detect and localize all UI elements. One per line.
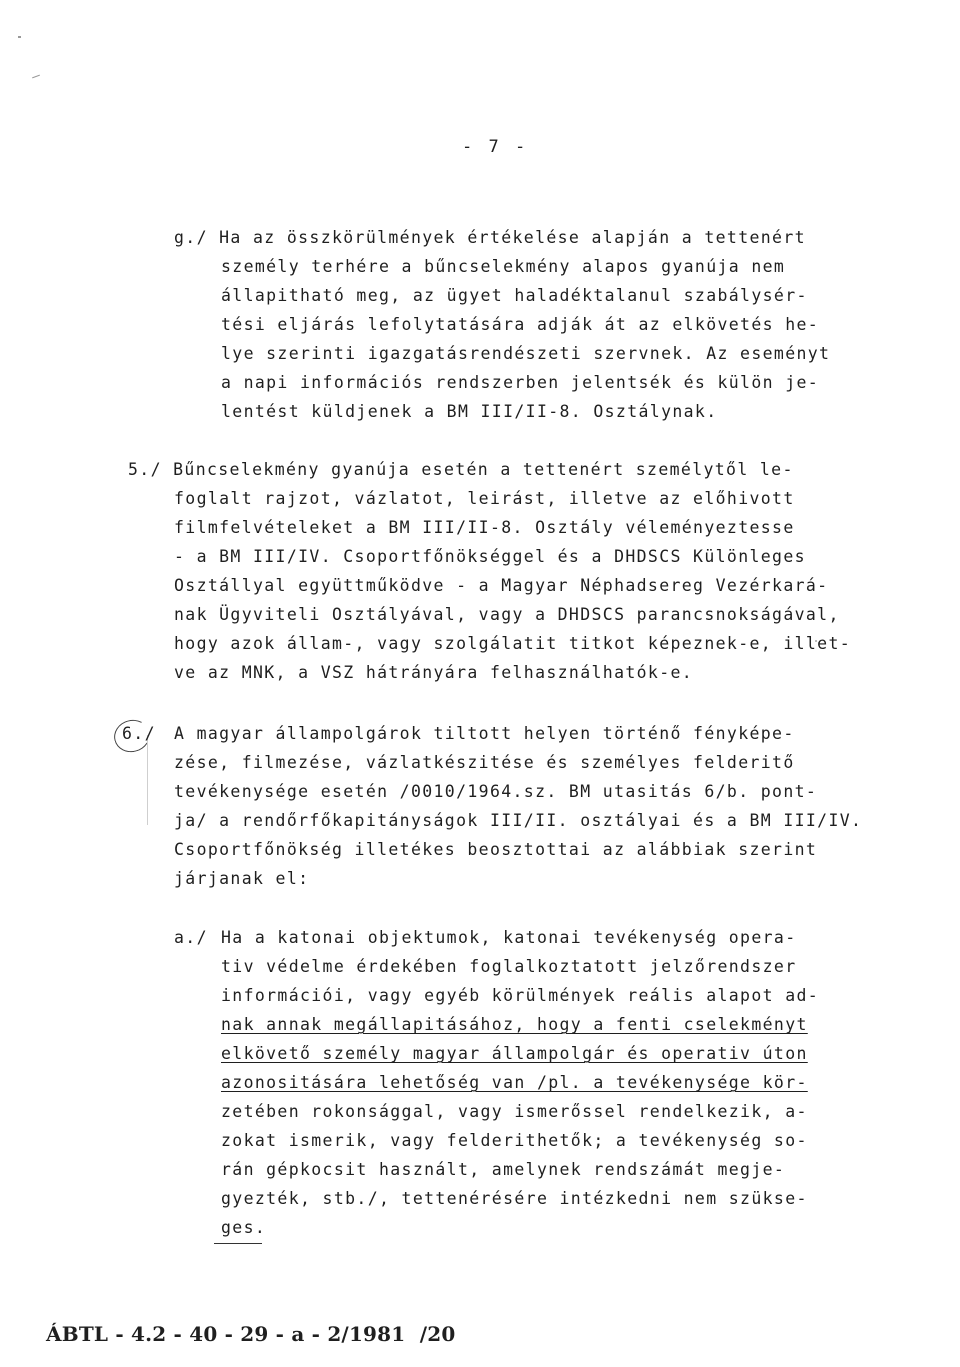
paragraph-line: 5./ Bűncselekmény gyanúja esetén a tettenért személytől le- [128,460,794,479]
paragraph-line: tiv védelme érdekében foglalkoztatott jelzőrendszer [221,957,797,976]
paragraph-line: g./ Ha az összkörülmények értékelése alapján a tettenért [174,228,806,247]
paragraph-line: hogy azok állam-, vagy szolgálatit titkot képeznek-e, illet- [174,634,852,653]
paragraph-line: lye szerinti igazgatásrendészeti szervnek. Az eseményt [221,344,831,363]
paragraph-line: rán gépkocsit használt, amelynek rendszámát megje- [221,1160,786,1179]
scan-speck [18,36,21,38]
margin-mark [147,735,148,825]
paragraph-line: tevékenysége esetén /0010/1964.sz. BM utasitás 6/b. pont- [174,782,818,801]
paragraph-line: információi, vagy egyéb körülmények reális alapot ad- [221,986,820,1005]
archive-reference-footer: ÁBTL - 4.2 - 40 - 29 - a - 2/1981 /20 [46,1322,456,1346]
paragraph-line: Osztállyal együttműködve - a Magyar Néphadsereg Vezérkará- [174,576,829,595]
paragraph-line: gyezték, stb./, tettenérésére intézkedni nem szükse- [221,1189,808,1208]
paragraph-line: tési eljárás lefolytatására adják át az elkövetés he- [221,315,820,334]
scan-speck [32,75,40,79]
paragraph-line: lentést küldjenek a BM III/II-8. Osztálynak. [221,402,718,421]
paragraph-line: állapitható meg, az ügyet haladéktalanul szabálysér- [221,286,808,305]
handwritten-underline [214,1243,262,1244]
paragraph-line-underlined: nak annak megállapitásához, hogy a fenti cselekményt [221,1015,808,1034]
paragraph-line: járjanak el: [174,869,310,888]
paragraph-line: zokat ismerik, vagy felderithetők; a tevékenység so- [221,1131,808,1150]
paragraph-line: ja/ a rendőrfőkapitányságok III/II. osztályai és a BM III/IV. [174,811,863,830]
paragraph-line-underlined: elkövető személy magyar állampolgár és operativ úton [221,1044,808,1063]
section-marker: a./ [174,928,208,947]
page-number: - 7 - [462,137,529,157]
paragraph-line: nak Ügyviteli Osztályával, vagy a DHDSCS parancsnokságával, [174,605,840,624]
paragraph-line: - a BM III/IV. Csoportfőnökséggel és a DHDSCS Különleges [174,547,806,566]
paragraph-line: a napi információs rendszerben jelentsék és külön je- [221,373,820,392]
paragraph-line: zése, filmezése, vázlatkészitése és személyes felderitő [174,753,795,772]
paragraph-line: ges. [221,1218,267,1237]
paragraph-line: foglalt rajzot, vázlatot, leirást, illetve az előhivott [174,489,795,508]
paragraph-line-underlined: azonositására lehetőség van /pl. a tevékenysége kör- [221,1073,808,1092]
section-marker: 6./ [122,724,156,743]
paragraph-line: személy terhére a bűncselekmény alapos gyanúja nem [221,257,786,276]
paragraph-line: ve az MNK, a VSZ hátrányára felhasználhatók-e. [174,663,694,682]
paragraph-line: A magyar állampolgárok tiltott helyen történő fényképe- [174,724,795,743]
paragraph-line: Ha a katonai objektumok, katonai tevékenység opera- [221,928,797,947]
paragraph-line: zetében rokonsággal, vagy ismerőssel rendelkezik, a- [221,1102,808,1121]
paragraph-line: Csoportfőnökség illetékes beosztottai az alábbiak szerint [174,840,818,859]
paragraph-line: filmfelvételeket a BM III/II-8. Osztály véleményeztesse [174,518,795,537]
